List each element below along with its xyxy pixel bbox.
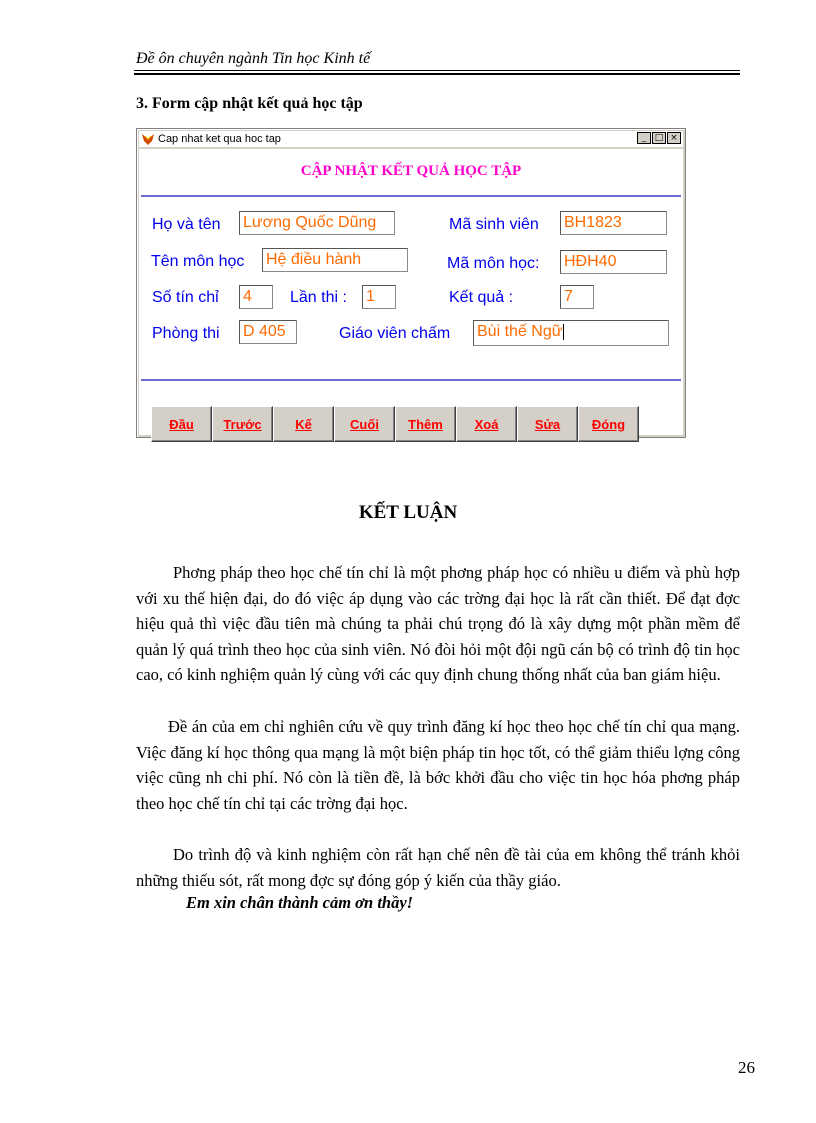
- form-window: [136, 128, 686, 438]
- first-record-button[interactable]: Đầu: [151, 406, 212, 442]
- label-so-tin-chi: Số tín chỉ: [152, 289, 219, 306]
- form-client-area: [139, 149, 683, 435]
- maximize-button[interactable]: □: [652, 132, 666, 144]
- label-ten-mon-hoc: Tên môn học: [151, 253, 245, 270]
- input-ho-ten[interactable]: Lương Quốc Dũng: [239, 211, 395, 235]
- header-rule: [134, 70, 740, 71]
- window-titlebar: [139, 131, 683, 147]
- label-ma-mon-hoc: Mã môn học:: [447, 255, 540, 272]
- conclusion-title: KẾT LUẬN: [358, 502, 458, 523]
- conclusion-paragraph-1: Phơng pháp theo học chế tín chỉ là một phơng pháp học có nhiều u điểm và phù hợp với xu thế hiện đại, do đó việc áp dụng vào các trờng đại học là rất cần thiết. Để đạt đợc hiệu quả thì việc đầu tiên mà chúng ta phải chú trọng đó là xây dựng một phần mềm để quản lý quá trình theo học của sinh viên. Nó đòi hỏi một đội ngũ cán bộ có trình độ tin học cao, có kinh nghiệm quản lý cùng với các quy định chung thống nhất của ban giám hiệu.: [136, 563, 740, 685]
- input-giao-vien-cham[interactable]: [473, 320, 669, 346]
- window-controls: [637, 132, 681, 144]
- conclusion-paragraph-2: Đề án của em chỉ nghiên cứu về quy trình đăng kí học theo học chế tín chỉ qua mạng. Việc đăng kí học thông qua mạng là một biện pháp tin học tốt, có thể giảm thiểu lợng công việc cũng nh chi phí. Nó còn là tiền đề, là bớc khởi đầu cho việc tin học hóa phơng pháp theo học chế tín chỉ tại các trờng đại học.: [136, 717, 740, 813]
- previous-record-button[interactable]: Trước: [212, 406, 273, 442]
- form-title: CẬP NHẬT KẾT QUẢ HỌC TẬP: [300, 163, 522, 179]
- text-caret: [563, 324, 564, 340]
- input-lan-thi[interactable]: 1: [362, 285, 396, 309]
- close-form-button[interactable]: Đóng: [578, 406, 639, 442]
- input-ma-mon-hoc[interactable]: HĐH40: [560, 250, 667, 274]
- input-ket-qua[interactable]: 7: [560, 285, 594, 309]
- label-giao-vien-cham: Giáo viên chấm: [339, 325, 451, 342]
- section-heading: 3. Form cập nhật kết quả học tập: [136, 95, 363, 112]
- header-rule-thick: [134, 73, 740, 75]
- delete-button[interactable]: Xoá: [456, 406, 517, 442]
- label-phong-thi: Phòng thi: [152, 325, 220, 342]
- close-button[interactable]: ×: [667, 132, 681, 144]
- input-ma-sinh-vien[interactable]: BH1823: [560, 211, 667, 235]
- form-divider-bottom: [141, 379, 681, 381]
- app-icon: [141, 132, 155, 146]
- navigation-button-bar: [151, 406, 639, 442]
- minimize-button[interactable]: _: [637, 132, 651, 144]
- label-ket-qua: Kết quả :: [449, 289, 514, 306]
- label-ho-ten: Họ và tên: [152, 216, 221, 233]
- add-button[interactable]: Thêm: [395, 406, 456, 442]
- page-header-title: Đề ôn chuyên ngành Tin học Kinh tế: [136, 50, 371, 67]
- input-so-tin-chi[interactable]: 4: [239, 285, 273, 309]
- window-title: Cap nhat ket qua hoc tap: [158, 133, 281, 145]
- label-lan-thi: Lần thi :: [290, 289, 347, 306]
- label-ma-sinh-vien: Mã sinh viên: [449, 216, 539, 233]
- conclusion-paragraph-3: Do trình độ và kinh nghiệm còn rất hạn chế nên đề tài của em không thể tránh khỏi những thiếu sót, rất mong đợc sự đóng góp ý kiến của thầy giáo.: [136, 845, 740, 890]
- input-giao-vien-cham-text: Bùi thế Ngữ: [477, 323, 563, 340]
- form-divider-top: [141, 195, 681, 197]
- edit-button[interactable]: Sửa: [517, 406, 578, 442]
- input-phong-thi[interactable]: D 405: [239, 320, 297, 344]
- input-ten-mon-hoc[interactable]: Hệ điều hành: [262, 248, 408, 272]
- page-number: 26: [738, 1058, 755, 1077]
- next-record-button[interactable]: Kế: [273, 406, 334, 442]
- last-record-button[interactable]: Cuối: [334, 406, 395, 442]
- closing-line: Em xin chân thành cảm ơn thầy!: [186, 893, 414, 912]
